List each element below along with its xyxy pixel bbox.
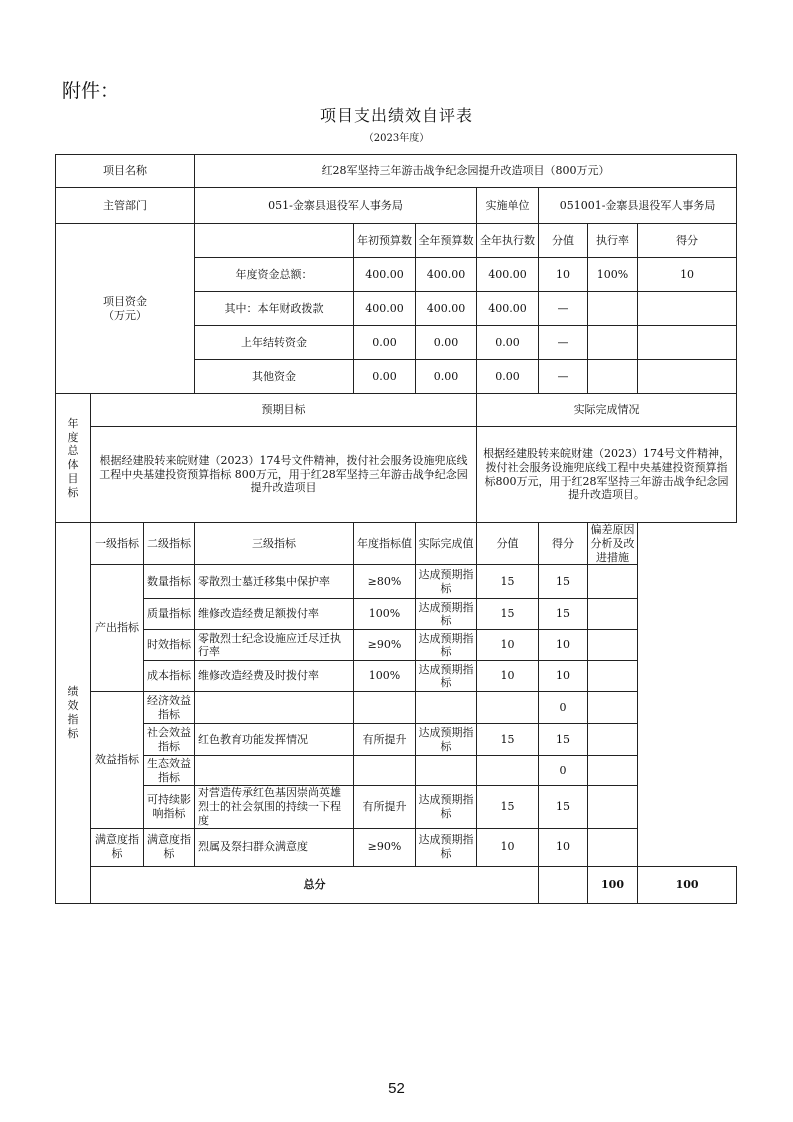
perf-score-value xyxy=(477,692,539,724)
perf-score-value: 15 xyxy=(477,724,539,756)
funds-header-blank xyxy=(195,224,354,258)
funds-row-score xyxy=(638,292,737,326)
perf-analysis xyxy=(588,828,638,866)
perf-level3 xyxy=(195,756,354,786)
department-row xyxy=(56,188,737,224)
goals-label: 年 度 总 体 目 标 xyxy=(56,394,91,523)
perf-score: 0 xyxy=(539,756,588,786)
perf-row xyxy=(56,786,737,828)
perf-col-target: 年度指标值 xyxy=(354,523,416,565)
project-name-label: 项目名称 xyxy=(56,155,195,188)
perf-score: 10 xyxy=(539,661,588,692)
perf-actual: 达成预期指标 xyxy=(416,565,477,599)
perf-score: 15 xyxy=(539,565,588,599)
funds-row-rate: 100% xyxy=(588,258,638,292)
perf-level3: 维修改造经费足额拨付率 xyxy=(195,599,354,630)
funds-row-score: 10 xyxy=(638,258,737,292)
perf-score: 0 xyxy=(539,692,588,724)
perf-level2: 生态效益指标 xyxy=(144,756,195,786)
goals-actual-text: 根据经建股转来皖财建（2023）174号文件精神，拨付社会服务设施兜底线工程中央基建投资预算指标800万元，用于红28军坚持三年游击战争纪念园提升改造项目。 xyxy=(477,427,737,523)
perf-target: 有所提升 xyxy=(354,724,416,756)
perf-target: ≥80% xyxy=(354,565,416,599)
perf-level2: 满意度指标 xyxy=(144,828,195,866)
perf-col-actual: 实际完成值 xyxy=(416,523,477,565)
perf-level3: 对营造传承红色基因崇尚英雄烈士的社会氛围的持续一下程度 xyxy=(195,786,354,828)
perf-score-value: 10 xyxy=(477,661,539,692)
perf-target xyxy=(354,756,416,786)
project-name-value: 红28军坚持三年游击战争纪念园提升改造项目（800万元） xyxy=(195,155,737,188)
perf-level2: 可持续影响指标 xyxy=(144,786,195,828)
funds-col-full: 全年预算数 xyxy=(416,224,477,258)
funds-col-initial: 年初预算数 xyxy=(354,224,416,258)
perf-analysis xyxy=(588,692,638,724)
perf-score-value xyxy=(477,756,539,786)
dept-label: 主管部门 xyxy=(56,188,195,224)
perf-analysis xyxy=(588,724,638,756)
total-label: 总分 xyxy=(91,866,539,903)
page-title: 项目支出绩效自评表 xyxy=(319,106,473,125)
perf-row xyxy=(56,724,737,756)
perf-label: 绩 效 指 标 xyxy=(56,523,91,904)
perf-target: ≥90% xyxy=(354,828,416,866)
perf-col-level3: 三级指标 xyxy=(195,523,354,565)
perf-col-score: 得分 xyxy=(539,523,588,565)
funds-row-score-value: — xyxy=(539,360,588,394)
funds-row-name: 其中：本年财政拨款 xyxy=(195,292,354,326)
perf-level3: 维修改造经费及时拨付率 xyxy=(195,661,354,692)
total-row xyxy=(56,866,737,903)
perf-group-benefit: 效益指标 xyxy=(91,692,144,828)
funds-row-exec: 400.00 xyxy=(477,292,539,326)
perf-score-value: 10 xyxy=(477,828,539,866)
perf-level3 xyxy=(195,692,354,724)
perf-analysis xyxy=(588,786,638,828)
perf-score: 15 xyxy=(539,599,588,630)
perf-score: 10 xyxy=(539,828,588,866)
perf-analysis xyxy=(588,565,638,599)
perf-col-analysis: 偏差原因分析及改进措施 xyxy=(588,523,638,565)
perf-actual: 达成预期指标 xyxy=(416,599,477,630)
funds-col-rate: 执行率 xyxy=(588,224,638,258)
funds-row-score xyxy=(638,360,737,394)
funds-row-rate xyxy=(588,292,638,326)
perf-header-row xyxy=(56,523,737,565)
funds-header-row xyxy=(56,224,737,258)
perf-score-value: 10 xyxy=(477,630,539,661)
perf-actual: 达成预期指标 xyxy=(416,786,477,828)
perf-actual: 达成预期指标 xyxy=(416,630,477,661)
perf-level3: 零散烈士墓迁移集中保护率 xyxy=(195,565,354,599)
page-number: 52 xyxy=(388,1080,405,1097)
perf-analysis xyxy=(588,630,638,661)
perf-score: 15 xyxy=(539,724,588,756)
funds-row-score-value: 10 xyxy=(539,258,588,292)
project-name-row xyxy=(56,155,737,188)
funds-row-score xyxy=(638,326,737,360)
funds-row-initial: 400.00 xyxy=(354,258,416,292)
funds-col-score: 得分 xyxy=(638,224,737,258)
perf-score: 15 xyxy=(539,786,588,828)
perf-level2: 数量指标 xyxy=(144,565,195,599)
funds-row-name: 年度资金总额： xyxy=(195,258,354,292)
total-score: 100 xyxy=(638,866,737,903)
perf-actual xyxy=(416,756,477,786)
goals-expected-header: 预期目标 xyxy=(91,394,477,427)
funds-row-initial: 0.00 xyxy=(354,326,416,360)
perf-actual: 达成预期指标 xyxy=(416,828,477,866)
goals-header-row xyxy=(56,394,737,427)
funds-row-full: 400.00 xyxy=(416,292,477,326)
perf-col-level1: 一级指标 xyxy=(91,523,144,565)
perf-level3: 红色教育功能发挥情况 xyxy=(195,724,354,756)
dept-value: 051-金寨县退役军人事务局 xyxy=(195,188,477,224)
funds-row-score-value: — xyxy=(539,326,588,360)
perf-score: 10 xyxy=(539,630,588,661)
perf-level2: 时效指标 xyxy=(144,630,195,661)
self-evaluation-table xyxy=(55,154,737,904)
perf-row xyxy=(56,828,737,866)
perf-target: 有所提升 xyxy=(354,786,416,828)
funds-row-exec: 400.00 xyxy=(477,258,539,292)
perf-level2: 成本指标 xyxy=(144,661,195,692)
funds-col-exec: 全年执行数 xyxy=(477,224,539,258)
funds-row-score-value: — xyxy=(539,292,588,326)
impl-unit-label: 实施单位 xyxy=(477,188,539,224)
perf-level3: 烈属及祭扫群众满意度 xyxy=(195,828,354,866)
perf-row xyxy=(56,599,737,630)
perf-level2: 经济效益指标 xyxy=(144,692,195,724)
funds-row-full: 400.00 xyxy=(416,258,477,292)
perf-target: 100% xyxy=(354,599,416,630)
funds-row-initial: 400.00 xyxy=(354,292,416,326)
perf-row xyxy=(56,630,737,661)
perf-row xyxy=(56,692,737,724)
funds-row-rate xyxy=(588,360,638,394)
perf-analysis xyxy=(588,661,638,692)
perf-target: ≥90% xyxy=(354,630,416,661)
perf-actual: 达成预期指标 xyxy=(416,661,477,692)
perf-group-satisfaction: 满意度指标 xyxy=(91,828,144,866)
perf-col-score-value: 分值 xyxy=(477,523,539,565)
funds-row-name: 其他资金 xyxy=(195,360,354,394)
funds-row-exec: 0.00 xyxy=(477,360,539,394)
perf-level3: 零散烈士纪念设施应迁尽迁执行率 xyxy=(195,630,354,661)
perf-analysis xyxy=(588,599,638,630)
funds-col-score-value: 分值 xyxy=(539,224,588,258)
funds-row-initial: 0.00 xyxy=(354,360,416,394)
perf-actual xyxy=(416,692,477,724)
funds-row-full: 0.00 xyxy=(416,326,477,360)
goals-actual-header: 实际完成情况 xyxy=(477,394,737,427)
perf-row xyxy=(56,661,737,692)
goals-content-row xyxy=(56,427,737,523)
goals-expected-text: 根据经建股转来皖财建（2023）174号文件精神，拨付社会服务设施兜底线工程中央基建投资预算指标 800万元，用于红28军坚持三年游击战争纪念园提升改造项目 xyxy=(91,427,477,523)
funds-row-exec: 0.00 xyxy=(477,326,539,360)
perf-level2: 质量指标 xyxy=(144,599,195,630)
funds-row-name: 上年结转资金 xyxy=(195,326,354,360)
perf-score-value: 15 xyxy=(477,786,539,828)
perf-actual: 达成预期指标 xyxy=(416,724,477,756)
funds-label: 项目资金 （万元） xyxy=(56,224,195,394)
perf-group-output: 产出指标 xyxy=(91,565,144,692)
funds-row-rate xyxy=(588,326,638,360)
funds-row-full: 0.00 xyxy=(416,360,477,394)
perf-row xyxy=(56,756,737,786)
perf-analysis xyxy=(588,756,638,786)
perf-target xyxy=(354,692,416,724)
perf-score-value: 15 xyxy=(477,599,539,630)
perf-target: 100% xyxy=(354,661,416,692)
perf-score-value: 15 xyxy=(477,565,539,599)
page-subtitle-year: （2023年度） xyxy=(363,133,430,144)
impl-unit-value: 051001-金寨县退役军人事务局 xyxy=(539,188,737,224)
perf-row xyxy=(56,565,737,599)
total-score-value: 100 xyxy=(588,866,638,903)
perf-level2: 社会效益指标 xyxy=(144,724,195,756)
perf-col-level2: 二级指标 xyxy=(144,523,195,565)
total-blank xyxy=(539,866,588,903)
attachment-label: 附件： xyxy=(62,80,120,102)
